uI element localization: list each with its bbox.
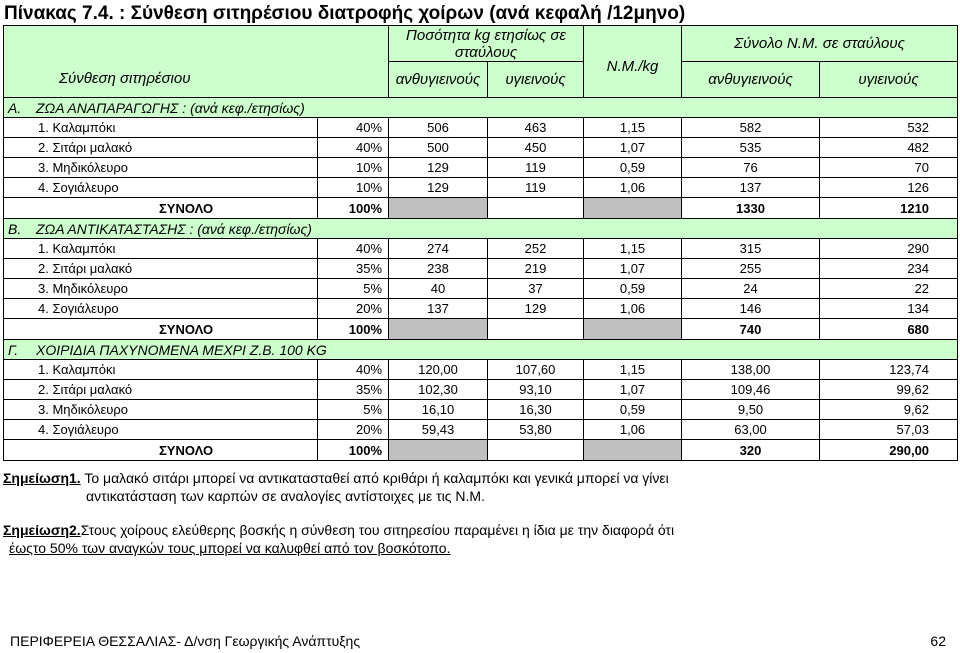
qty-unhealthy: 137 bbox=[389, 299, 488, 319]
total-blank-cell bbox=[488, 198, 584, 219]
ingredient-percent: 20% bbox=[318, 420, 389, 440]
total-healthy: 532 bbox=[820, 118, 958, 138]
total-percent: 100% bbox=[318, 319, 389, 340]
qty-unhealthy: 274 bbox=[389, 239, 488, 259]
total-blank-cell bbox=[488, 319, 584, 340]
total-sum-unhealthy: 1330 bbox=[682, 198, 820, 219]
header-nm-kg: Ν.Μ./kg bbox=[584, 26, 682, 98]
qty-healthy: 119 bbox=[488, 158, 584, 178]
section-title: ΖΩΑ ΑΝΑΠΑΡΑΓΩΓΗΣ : (ανά κεφ./ετησίως) bbox=[36, 99, 305, 116]
note-1-label: Σημείωση1. bbox=[3, 470, 81, 486]
nm-per-kg: 0,59 bbox=[584, 279, 682, 299]
total-healthy: 57,03 bbox=[820, 420, 958, 440]
qty-healthy: 93,10 bbox=[488, 380, 584, 400]
total-percent: 100% bbox=[318, 440, 389, 461]
section-title: ΧΟΙΡΙΔΙΑ ΠΑΧΥΝΟΜΕΝΑ ΜΕΧΡΙ Ζ.Β. 100 KG bbox=[36, 341, 327, 358]
total-unhealthy: 76 bbox=[682, 158, 820, 178]
nm-per-kg: 1,07 bbox=[584, 138, 682, 158]
table-row bbox=[4, 178, 958, 198]
total-sum-unhealthy: 740 bbox=[682, 319, 820, 340]
header-composition: Σύνθεση σιτηρέσιου bbox=[4, 26, 389, 98]
note-1 bbox=[3, 470, 669, 504]
ingredient-name: 3. Μηδικόλευρο bbox=[4, 158, 318, 178]
nm-per-kg: 1,06 bbox=[584, 178, 682, 198]
table-row bbox=[4, 279, 958, 299]
nm-per-kg: 1,15 bbox=[584, 360, 682, 380]
section-letter: Α. bbox=[8, 99, 22, 116]
total-unhealthy: 24 bbox=[682, 279, 820, 299]
table-row bbox=[4, 138, 958, 158]
total-unhealthy: 109,46 bbox=[682, 380, 820, 400]
total-blank-cell bbox=[389, 319, 488, 340]
ingredient-percent: 5% bbox=[318, 400, 389, 420]
nm-per-kg: 0,59 bbox=[584, 158, 682, 178]
total-blank-cell bbox=[389, 440, 488, 461]
table-row bbox=[4, 158, 958, 178]
header-qty-unhealthy: ανθυγιεινούς bbox=[389, 62, 488, 98]
note-2 bbox=[3, 522, 674, 556]
nm-per-kg: 1,15 bbox=[584, 118, 682, 138]
ingredient-percent: 20% bbox=[318, 299, 389, 319]
total-percent: 100% bbox=[318, 198, 389, 219]
table-row bbox=[4, 259, 958, 279]
note-1-line-1: Το μαλακό σιτάρι μπορεί να αντικατασταθεί από κριθάρι ή καλαμπόκι και γενικά μπορεί να γίνει bbox=[80, 470, 669, 486]
total-row bbox=[4, 440, 958, 461]
qty-unhealthy: 120,00 bbox=[389, 360, 488, 380]
ingredient-name: 1. Καλαμπόκι bbox=[4, 118, 318, 138]
total-label: ΣΥΝΟΛΟ bbox=[4, 440, 318, 461]
nm-per-kg: 1,07 bbox=[584, 380, 682, 400]
table-row bbox=[4, 360, 958, 380]
total-unhealthy: 315 bbox=[682, 239, 820, 259]
total-row bbox=[4, 319, 958, 340]
note-2-line-2: έωςτο 50% των αναγκών τους μπορεί να καλυφθεί από τον βοσκότοπο. bbox=[9, 540, 451, 556]
header-qty-healthy: υγιεινούς bbox=[488, 62, 584, 98]
table-row bbox=[4, 400, 958, 420]
section-letter: Β. bbox=[8, 220, 22, 237]
nm-per-kg: 0,59 bbox=[584, 400, 682, 420]
qty-healthy: 53,80 bbox=[488, 420, 584, 440]
ingredient-percent: 10% bbox=[318, 178, 389, 198]
total-unhealthy: 63,00 bbox=[682, 420, 820, 440]
total-healthy: 123,74 bbox=[820, 360, 958, 380]
total-unhealthy: 255 bbox=[682, 259, 820, 279]
nm-per-kg: 1,15 bbox=[584, 239, 682, 259]
qty-healthy: 119 bbox=[488, 178, 584, 198]
header-total-unhealthy: ανθυγιεινούς bbox=[682, 62, 820, 98]
qty-unhealthy: 59,43 bbox=[389, 420, 488, 440]
total-unhealthy: 582 bbox=[682, 118, 820, 138]
section-title: ΖΩΑ ΑΝΤΙΚΑΤΑΣΤΑΣΗΣ : (ανά κεφ./ετησίως) bbox=[36, 220, 312, 237]
total-blank-cell bbox=[584, 440, 682, 461]
note-2-line-1: Στους χοίρους ελεύθερης βοσκής η σύνθεση του σιτηρεσίου παραμένει η ίδια με την διαφορά ότι bbox=[80, 522, 675, 538]
total-blank-cell bbox=[488, 440, 584, 461]
qty-healthy: 129 bbox=[488, 299, 584, 319]
section-title-cell bbox=[4, 98, 958, 118]
note-1-line-2: αντικατάσταση των καρπών σε αναλογίες αντίστοιχες με τις Ν.Μ. bbox=[86, 488, 485, 504]
feed-composition-table bbox=[3, 25, 958, 461]
section-letter: Γ. bbox=[8, 341, 19, 358]
ingredient-name: 3. Μηδικόλευρο bbox=[4, 400, 318, 420]
section-header-row bbox=[4, 219, 958, 239]
total-blank-cell bbox=[584, 198, 682, 219]
table-row bbox=[4, 299, 958, 319]
table-row bbox=[4, 380, 958, 400]
nm-per-kg: 1,07 bbox=[584, 259, 682, 279]
qty-healthy: 107,60 bbox=[488, 360, 584, 380]
ingredient-percent: 10% bbox=[318, 158, 389, 178]
total-label: ΣΥΝΟΛΟ bbox=[4, 319, 318, 340]
table-row bbox=[4, 420, 958, 440]
qty-unhealthy: 500 bbox=[389, 138, 488, 158]
section-title-cell bbox=[4, 219, 958, 239]
total-label: ΣΥΝΟΛΟ bbox=[4, 198, 318, 219]
qty-unhealthy: 506 bbox=[389, 118, 488, 138]
total-healthy: 126 bbox=[820, 178, 958, 198]
table-row bbox=[4, 239, 958, 259]
total-unhealthy: 138,00 bbox=[682, 360, 820, 380]
qty-unhealthy: 129 bbox=[389, 178, 488, 198]
qty-healthy: 450 bbox=[488, 138, 584, 158]
total-healthy: 99,62 bbox=[820, 380, 958, 400]
qty-unhealthy: 238 bbox=[389, 259, 488, 279]
page-number: 62 bbox=[930, 633, 946, 649]
total-healthy: 70 bbox=[820, 158, 958, 178]
qty-unhealthy: 16,10 bbox=[389, 400, 488, 420]
total-sum-unhealthy: 320 bbox=[682, 440, 820, 461]
section-title-cell bbox=[4, 340, 958, 360]
ingredient-name: 1. Καλαμπόκι bbox=[4, 360, 318, 380]
total-unhealthy: 137 bbox=[682, 178, 820, 198]
qty-healthy: 463 bbox=[488, 118, 584, 138]
ingredient-name: 4. Σογιάλευρο bbox=[4, 299, 318, 319]
total-healthy: 22 bbox=[820, 279, 958, 299]
qty-healthy: 219 bbox=[488, 259, 584, 279]
total-healthy: 134 bbox=[820, 299, 958, 319]
ingredient-percent: 35% bbox=[318, 259, 389, 279]
qty-healthy: 16,30 bbox=[488, 400, 584, 420]
ingredient-name: 2. Σιτάρι μαλακό bbox=[4, 259, 318, 279]
qty-unhealthy: 129 bbox=[389, 158, 488, 178]
total-blank-cell bbox=[584, 319, 682, 340]
section-header-row bbox=[4, 98, 958, 118]
total-sum-healthy: 290,00 bbox=[820, 440, 958, 461]
total-sum-healthy: 1210 bbox=[820, 198, 958, 219]
nm-per-kg: 1,06 bbox=[584, 420, 682, 440]
qty-healthy: 252 bbox=[488, 239, 584, 259]
ingredient-percent: 40% bbox=[318, 239, 389, 259]
total-healthy: 234 bbox=[820, 259, 958, 279]
ingredient-percent: 40% bbox=[318, 138, 389, 158]
header-total-group: Σύνολο Ν.Μ. σε σταύλους bbox=[682, 26, 958, 62]
note-2-label: Σημείωση2. bbox=[3, 522, 81, 538]
ingredient-name: 4. Σογιάλευρο bbox=[4, 420, 318, 440]
total-blank-cell bbox=[389, 198, 488, 219]
total-healthy: 9,62 bbox=[820, 400, 958, 420]
ingredient-name: 2. Σιτάρι μαλακό bbox=[4, 380, 318, 400]
total-row bbox=[4, 198, 958, 219]
section-header-row bbox=[4, 340, 958, 360]
total-unhealthy: 146 bbox=[682, 299, 820, 319]
page-title: Πίνακας 7.4. : Σύνθεση σιτηρέσιου διατροφής χοίρων (ανά κεφαλή /12μηνο) bbox=[4, 3, 686, 24]
ingredient-percent: 40% bbox=[318, 118, 389, 138]
table-row bbox=[4, 118, 958, 138]
footer-text: ΠΕΡΙΦΕΡΕΙΑ ΘΕΣΣΑΛΙΑΣ- Δ/νση Γεωργικής Ανάπτυξης bbox=[10, 633, 361, 649]
header-quantity-group: Ποσότητα kg ετησίως σε σταύλους bbox=[389, 26, 584, 62]
qty-unhealthy: 102,30 bbox=[389, 380, 488, 400]
nm-per-kg: 1,06 bbox=[584, 299, 682, 319]
total-sum-healthy: 680 bbox=[820, 319, 958, 340]
total-unhealthy: 9,50 bbox=[682, 400, 820, 420]
total-healthy: 482 bbox=[820, 138, 958, 158]
ingredient-percent: 35% bbox=[318, 380, 389, 400]
total-healthy: 290 bbox=[820, 239, 958, 259]
ingredient-name: 4. Σογιάλευρο bbox=[4, 178, 318, 198]
page-footer bbox=[10, 633, 946, 649]
ingredient-name: 1. Καλαμπόκι bbox=[4, 239, 318, 259]
qty-unhealthy: 40 bbox=[389, 279, 488, 299]
qty-healthy: 37 bbox=[488, 279, 584, 299]
header-total-healthy: υγιεινούς bbox=[820, 62, 958, 98]
ingredient-name: 3. Μηδικόλευρο bbox=[4, 279, 318, 299]
ingredient-percent: 5% bbox=[318, 279, 389, 299]
total-unhealthy: 535 bbox=[682, 138, 820, 158]
ingredient-name: 2. Σιτάρι μαλακό bbox=[4, 138, 318, 158]
ingredient-percent: 40% bbox=[318, 360, 389, 380]
